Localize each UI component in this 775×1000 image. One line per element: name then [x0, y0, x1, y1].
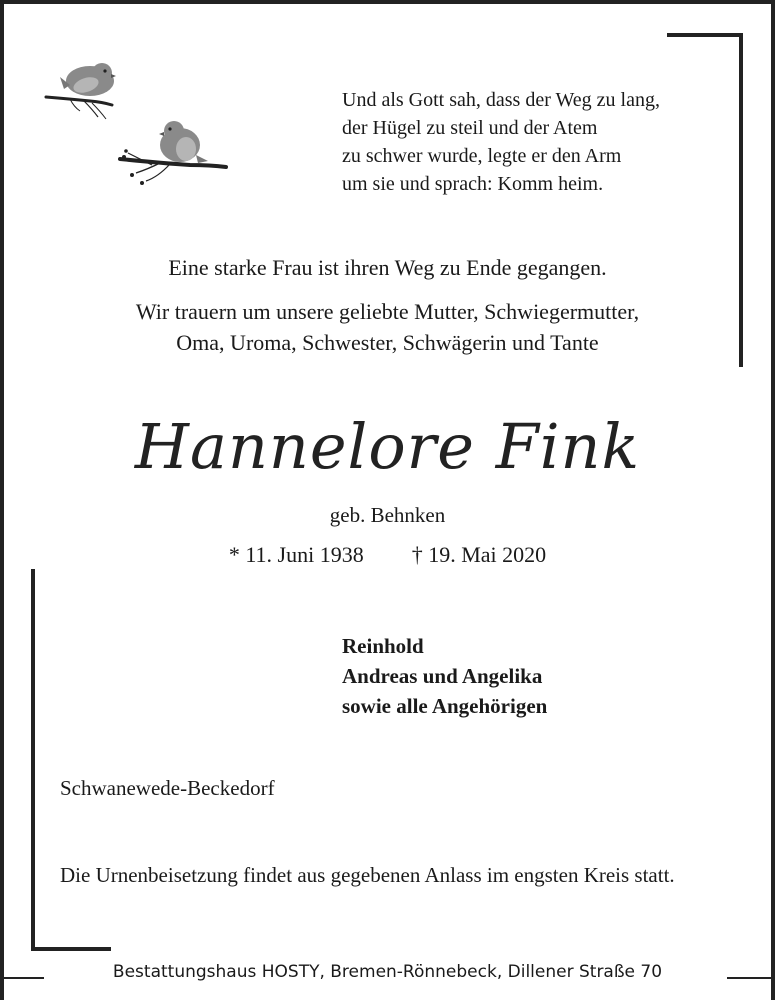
deceased-name: Hannelore Fink: [134, 410, 641, 483]
birds-on-branches-icon: [40, 55, 240, 195]
poem-line: zu schwer wurde, legte er den Arm: [342, 145, 622, 167]
poem: [342, 86, 732, 198]
mourner: Reinhold: [342, 634, 424, 658]
mourner: sowie alle Angehörigen: [342, 694, 548, 718]
frame-left: [0, 0, 4, 1000]
intro-mourning: [0, 296, 775, 358]
frame-right: [771, 0, 775, 1000]
mourner: Andreas und Angelika: [342, 664, 543, 688]
place-name: Schwanewede-Beckedorf: [60, 776, 275, 800]
funeral-home-footer: Bestattungshaus HOSTY, Bremen-Rönnebeck, Dillener Straße 70: [112, 962, 663, 982]
mourners-list: [342, 631, 547, 721]
death-date: † 19. Mai 2020: [411, 542, 547, 567]
poem-line: Und als Gott sah, dass der Weg zu lang,: [342, 89, 660, 111]
intro-line-3: Oma, Uroma, Schwester, Schwägerin und Tante: [176, 330, 599, 355]
life-dates: [0, 542, 775, 568]
intro-line-2: Wir trauern um unsere geliebte Mutter, Schwiegermutter,: [135, 299, 640, 324]
poem-line: um sie und sprach: Komm heim.: [342, 173, 604, 195]
maiden-name: geb. Behnken: [329, 503, 446, 527]
bracket-top-horizontal: [667, 33, 743, 37]
burial-notice: Die Urnenbeisetzung findet aus gegebenen Anlass im engsten Kreis statt.: [60, 863, 675, 887]
birth-date: * 11. Juni 1938: [228, 542, 364, 567]
intro-line-1: Eine starke Frau ist ihren Weg zu Ende gegangen.: [168, 255, 607, 280]
poem-line: der Hügel zu steil und der Atem: [342, 117, 598, 139]
bracket-bottom-vertical: [31, 569, 35, 951]
bracket-bottom-horizontal: [31, 947, 111, 951]
frame-top: [0, 0, 775, 4]
